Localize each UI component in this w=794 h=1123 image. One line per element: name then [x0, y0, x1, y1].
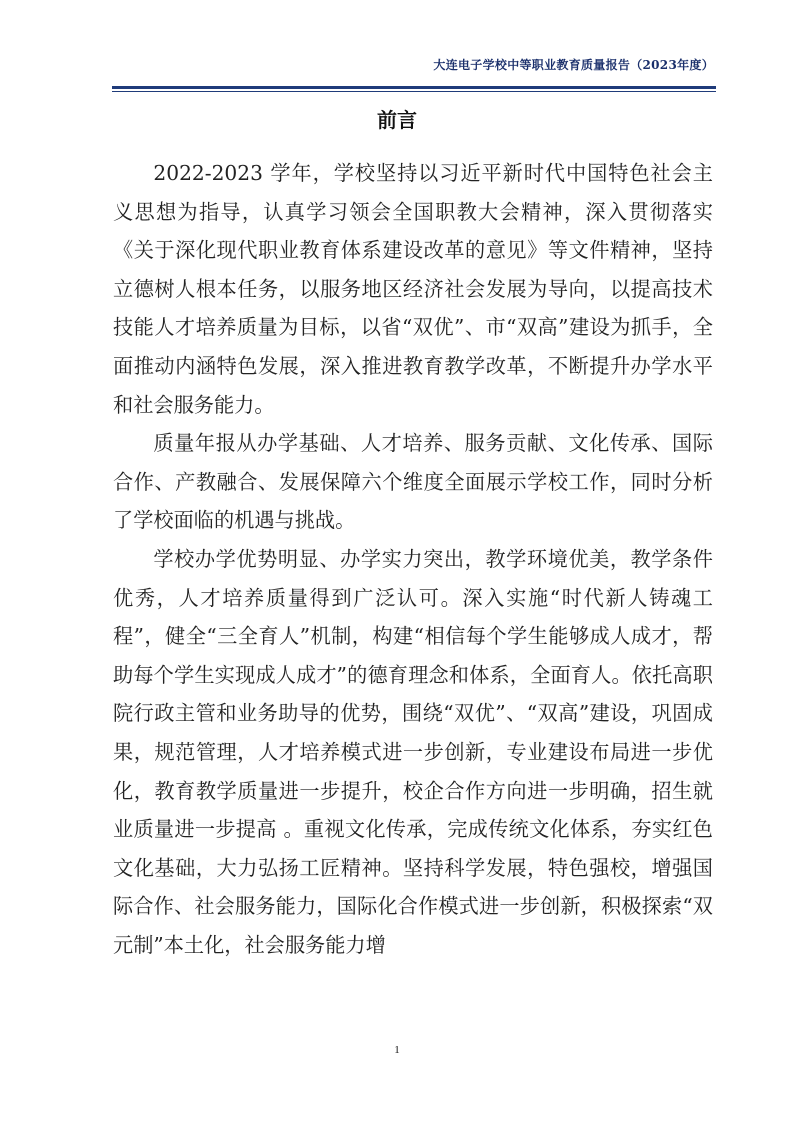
- running-header: 大连电子学校中等职业教育质量报告（2023年度）: [433, 58, 714, 72]
- section-title: 前言: [377, 108, 417, 132]
- paragraph: 质量年报从办学基础、人才培养、服务贡献、文化传承、国际合作、产教融合、发展保障六个维度全面展示学校工作，同时分析了学校面临的机遇与挑战。: [113, 431, 713, 533]
- header-rule-thick: [112, 86, 716, 89]
- body-text: [113, 154, 713, 964]
- page-number: 1: [394, 1044, 400, 1056]
- paragraph: 学校办学优势明显、办学实力突出，教学环境优美，教学条件优秀，人才培养质量得到广泛认可。深入实施“时代新人铸魂工程”，健全“三全育人”机制，构建“相信每个学生能够成人成才，帮助每个学生实现成人成才”的德育理念和体系，全面育人。依托高职院行政主管和业务助导的优势，围绕“双优”、“双高”建设，巩固成果，规范管理，人才培养模式进一步创新，专业建设布局进一步优化，教育教学质量进一步提升，校企合作方向进一步明确，招生就业质量进一步提高 。重视文化传承，完成传统文化体系，夯实红色文化基础，大力弘扬工匠精神。坚持科学发展，特色强校，增强国际合作、社会服务能力，国际化合作模式进一步创新，积极探索“双元制”本土化，社会服务能力增: [113, 546, 713, 957]
- header-rule-thin: [112, 91, 716, 92]
- paragraph: 2022-2023 学年，学校坚持以习近平新时代中国特色社会主义思想为指导，认真学习领会全国职教大会精神，深入贯彻落实《关于深化现代职业教育体系建设改革的意见》等文件精神，坚持立德树人根本任务，以服务地区经济社会发展为导向，以提高技术技能人才培养质量为目标，以省“双优”、市“双高”建设为抓手，全面推动内涵特色发展，深入推进教育教学改革，不断提升办学水平和社会服务能力。: [113, 161, 713, 417]
